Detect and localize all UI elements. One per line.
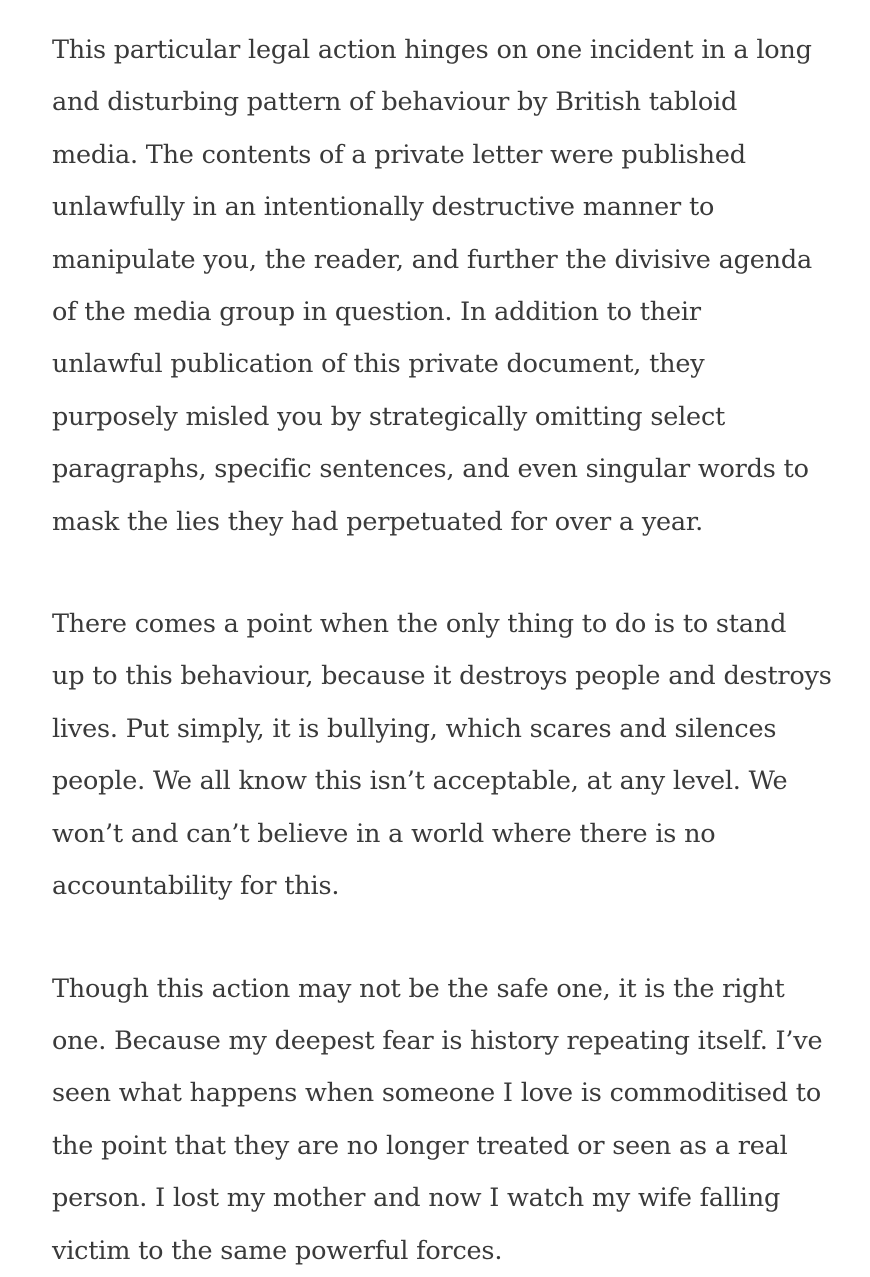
text-line: people. We all know this isn’t acceptable, at any level. We (52, 766, 788, 797)
text-line: won’t and can’t believe in a world where there is no (52, 818, 716, 849)
text-line: victim to the same powerful forces. (52, 1235, 503, 1266)
text-line: the point that they are no longer treated or seen as a real (52, 1130, 788, 1161)
statement-document (52, 24, 862, 1277)
text-line: one. Because my deepest fear is history repeating itself. I’ve (52, 1025, 823, 1056)
text-line: up to this behaviour, because it destroys people and destroys (52, 661, 832, 692)
text-line: media. The contents of a private letter were published (52, 139, 746, 170)
text-line: accountability for this. (52, 871, 340, 902)
text-line: unlawfully in an intentionally destructive manner to (52, 192, 715, 223)
text-line: seen what happens when someone I love is commoditised to (52, 1078, 822, 1109)
paragraph-2 (52, 598, 862, 912)
text-line: This particular legal action hinges on one incident in a long (52, 35, 812, 65)
text-line: and disturbing pattern of behaviour by British tabloid (52, 87, 738, 118)
paragraph-3 (52, 963, 862, 1277)
text-line: paragraphs, specific sentences, and even singular words to (52, 454, 809, 485)
text-line: There comes a point when the only thing to do is to stand (52, 609, 787, 640)
paragraph-spacer (52, 913, 862, 963)
text-line: purposely misled you by strategically omitting select (52, 401, 726, 432)
text-line: mask the lies they had perpetuated for over a year. (52, 506, 704, 537)
text-line: unlawful publication of this private document, they (52, 349, 705, 380)
text-line: of the media group in question. In addition to their (52, 297, 701, 328)
paragraph-spacer (52, 548, 862, 598)
paragraph-1 (52, 24, 862, 548)
text-line: lives. Put simply, it is bullying, which scares and silences (52, 713, 777, 744)
text-line: manipulate you, the reader, and further the divisive agenda (52, 244, 812, 275)
text-line: person. I lost my mother and now I watch my wife falling (52, 1183, 781, 1214)
text-line: Though this action may not be the safe one, it is the right (52, 973, 785, 1004)
